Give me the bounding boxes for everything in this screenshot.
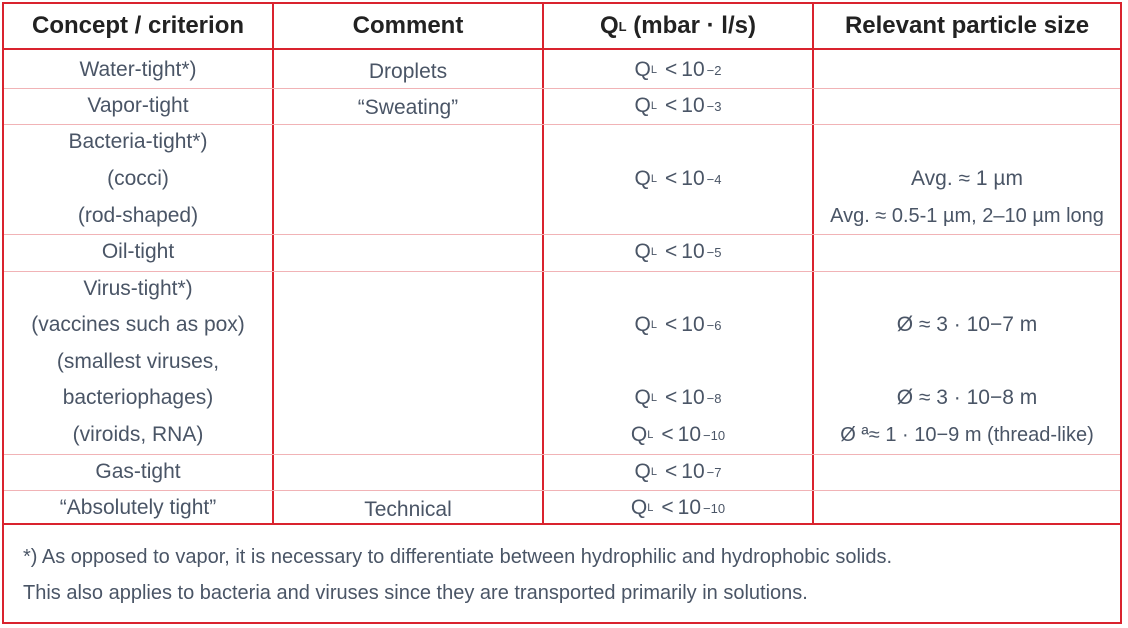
header-ql-unit: (mbar · l/s) [633,12,756,39]
header-ql [544,4,812,50]
comment-cell: “Sweating” [357,96,459,119]
concept-cell: Virus-tight*) [83,277,193,300]
header-concept-label: Concept / criterion [31,12,245,39]
leak-rate-table [2,2,1122,624]
footnote-line-1: *) As opposed to vapor, it is necessary to differentiate between hydrophilic and hydrophobic solids. [23,546,893,568]
particle-size-cell: Ø ≈ 3 · 10−7 m [896,313,1038,336]
concept-cell: (smallest viruses, [56,350,220,373]
particle-size-cell: Avg. ≈ 1 µm [911,167,1023,190]
leak-rate-cell: Q L < 10 −6 [634,313,722,336]
particle-size-cell: Ø ≈ 3 · 10−8 m [896,386,1038,409]
header-ql-symbol: Q [600,12,619,39]
concept-cell: bacteriophages) [62,386,214,409]
leak-rate-cell: Q L < 10 −5 [634,240,722,263]
header-comment-label: Comment [352,12,464,39]
leak-rate-cell: Q L < 10 −8 [634,386,722,409]
concept-cell: (rod-shaped) [77,204,199,227]
footnote-divider [4,523,1120,525]
particle-size-cell: Ø ª≈ 1 · 10−9 m (thread-like) [840,423,1094,446]
leak-rate-cell: Q L < 10 −3 [634,94,722,117]
concept-cell: (viroids, RNA) [72,423,204,446]
header-particle-label: Relevant particle size [844,12,1090,39]
leak-rate-cell: Q L < 10 −2 [634,58,722,81]
header-ql-subscript: L [618,18,627,34]
concept-cell: Gas-tight [95,460,181,483]
header-concept [4,4,272,50]
leak-rate-cell: Q L < 10 −10 [630,423,726,446]
leak-rate-cell: Q L < 10 −10 [630,496,726,519]
concept-cell: Vapor-tight [87,94,189,117]
leak-rate-cell: Q L < 10 −4 [634,167,722,190]
comment-cell: Technical [364,498,452,521]
concept-cell: Oil-tight [101,240,175,263]
leak-rate-cell: Q L < 10 −7 [634,460,722,483]
footnote-line-2: This also applies to bacteria and viruses since they are transported primarily in solutions. [23,582,808,604]
concept-cell: “Absolutely tight” [59,496,217,519]
concept-cell: Water-tight*) [79,58,197,81]
header-comment [274,4,542,50]
comment-cell: Droplets [368,60,448,83]
concept-cell: Bacteria-tight*) [68,130,208,153]
concept-cell: (cocci) [107,167,169,190]
particle-size-cell: Avg. ≈ 0.5-1 µm, 2–10 µm long [830,204,1104,227]
header-particle-size [814,4,1120,50]
concept-cell: (vaccines such as pox) [31,313,245,336]
